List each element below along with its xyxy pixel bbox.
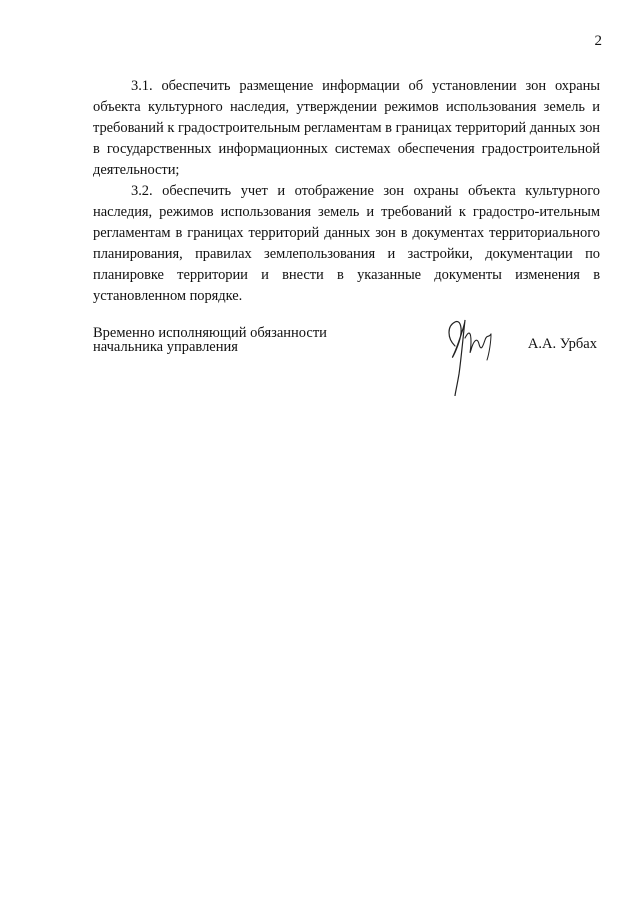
signature-block — [93, 326, 600, 406]
signer-name: А.А. Урбах — [527, 336, 597, 352]
page-number: 2 — [594, 33, 602, 49]
signer-position-line-1: Временно исполняющий обязанности — [93, 325, 327, 341]
signer-position — [93, 326, 327, 354]
handwritten-signature — [441, 316, 511, 396]
signer-position-line-2: начальника управления — [93, 339, 238, 355]
paragraph-3-1: 3.1. обеспечить размещение информации об установлении зон охраны объекта культурного наследия, утверждении режимов использования земель и требований к градостроительным регламентам в границах территорий данных зон в государственных информационных системах обеспечения градостроительной деятельности; — [93, 78, 600, 178]
document-body — [93, 76, 600, 307]
paragraph-3-2: 3.2. обеспечить учет и отображение зон охраны объекта культурного наследия, режимов использования земель и требований к градостро-ительным регламентам в границах территорий данных зон в документах территориального планирования, правилах землепользования и застройки, документации по планировке территории и внести в указанные документы изменения в установленном порядке. — [93, 183, 600, 304]
